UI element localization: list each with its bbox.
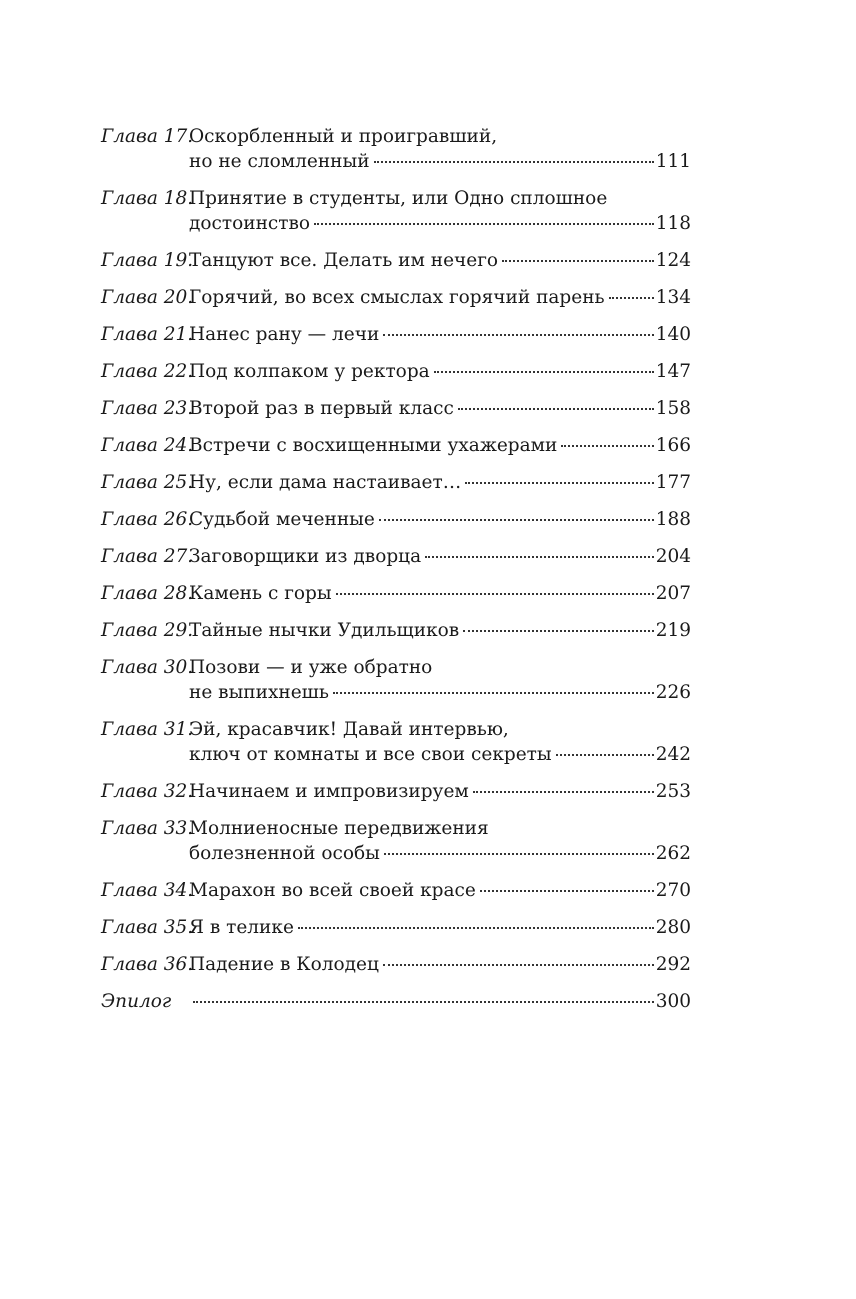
chapter-label: Глава 29. [101, 620, 194, 641]
chapter-title-last-line [189, 211, 691, 236]
chapter-label: Глава 28. [101, 583, 194, 604]
chapter-title-block [189, 396, 691, 421]
toc-entry[interactable] [101, 915, 691, 940]
dot-leader [556, 754, 654, 756]
chapter-label: Глава 35. [101, 917, 194, 938]
chapter-title-line: Под колпаком у ректора [189, 361, 430, 382]
page-number: 270 [655, 880, 691, 901]
chapter-title-block [189, 779, 691, 804]
chapter-label: Глава 19. [101, 250, 194, 271]
chapter-label: Глава 34. [101, 880, 194, 901]
toc-entry[interactable] [101, 878, 691, 903]
chapter-title-line: Нанес рану — лечи [189, 324, 380, 345]
toc-entry[interactable] [101, 124, 691, 174]
chapter-title-line: Падение в Колодец [189, 954, 379, 975]
chapter-title-line: Горячий, во всех смыслах горячий парень [189, 287, 605, 308]
chapter-label: Глава 20. [101, 287, 194, 308]
chapter-title-line: Позови — и уже обратно [189, 657, 433, 678]
chapter-title-last-line [189, 841, 691, 866]
dot-leader [314, 223, 654, 225]
dot-leader [480, 890, 654, 892]
dot-leader [463, 630, 653, 632]
toc-entry[interactable] [101, 952, 691, 977]
dot-leader [473, 791, 654, 793]
page-number: 147 [655, 361, 691, 382]
chapter-title-last-line [189, 779, 691, 804]
chapter-label: Глава 25. [101, 472, 194, 493]
chapter-title-line: Заговорщики из дворца [189, 546, 422, 567]
page-number: 177 [655, 472, 691, 493]
dot-leader [298, 927, 654, 929]
page-number: 280 [655, 917, 691, 938]
dot-leader [383, 334, 653, 336]
chapter-title-block [189, 322, 691, 347]
dot-leader [434, 371, 654, 373]
chapter-title-last-line [189, 507, 691, 532]
toc-entry[interactable] [101, 989, 691, 1014]
dot-leader [379, 519, 654, 521]
chapter-title-last-line [189, 470, 691, 495]
toc-entry[interactable] [101, 186, 691, 236]
chapter-title-last-line [189, 581, 691, 606]
page-number: 166 [655, 435, 691, 456]
chapter-title-block [189, 248, 691, 273]
chapter-title-last-line [189, 396, 691, 421]
dot-leader [336, 593, 654, 595]
toc-entry[interactable] [101, 544, 691, 569]
dot-leader [333, 692, 654, 694]
page-number: 204 [655, 546, 691, 567]
chapter-title-line: болезненной особы [189, 843, 380, 864]
page-number: 188 [655, 509, 691, 530]
page-number: 242 [655, 744, 691, 765]
toc-entry[interactable] [101, 618, 691, 643]
chapter-title-line: Эй, красавчик! Давай интервью, [189, 719, 509, 740]
chapter-title-last-line [189, 742, 691, 767]
chapter-title-line: Ну, если дама настаивает… [189, 472, 462, 493]
page-number: 253 [655, 781, 691, 802]
chapter-label: Глава 17. [101, 126, 194, 147]
chapter-title-line: Второй раз в первый класс [189, 398, 454, 419]
chapter-title-block [189, 655, 691, 705]
chapter-title-last-line [189, 952, 691, 977]
chapter-label: Глава 22. [101, 361, 194, 382]
chapter-title-block [189, 618, 691, 643]
chapter-title-block [189, 952, 691, 977]
table-of-contents [101, 124, 691, 1026]
chapter-title-block [189, 989, 691, 1014]
chapter-title-last-line [189, 989, 691, 1014]
chapter-title-line: Камень с горы [189, 583, 332, 604]
chapter-title-last-line [189, 149, 691, 174]
page-number: 292 [655, 954, 691, 975]
chapter-title-line: ключ от комнаты и все свои секреты [189, 744, 552, 765]
page-number: 140 [655, 324, 691, 345]
dot-leader [374, 161, 654, 163]
chapter-label: Глава 32. [101, 781, 194, 802]
chapter-title-line: Встречи с восхищенными ухажерами [189, 435, 558, 456]
dot-leader [425, 556, 654, 558]
chapter-title-line: Начинаем и импровизируем [189, 781, 469, 802]
chapter-label: Эпилог [101, 991, 172, 1012]
chapter-title-block [189, 915, 691, 940]
chapter-title-block [189, 878, 691, 903]
chapter-title-last-line [189, 680, 691, 705]
chapter-title-block [189, 581, 691, 606]
toc-entry[interactable] [101, 581, 691, 606]
page-number: 124 [655, 250, 691, 271]
toc-entry[interactable] [101, 359, 691, 384]
chapter-label: Глава 36. [101, 954, 194, 975]
chapter-title-line: Я в телике [189, 917, 294, 938]
chapter-label: Глава 27. [101, 546, 194, 567]
toc-entry[interactable] [101, 717, 691, 767]
toc-entry[interactable] [101, 248, 691, 273]
page-number: 219 [655, 620, 691, 641]
dot-leader [609, 297, 654, 299]
chapter-title-last-line [189, 359, 691, 384]
toc-entry[interactable] [101, 322, 691, 347]
chapter-title-block [189, 470, 691, 495]
dot-leader [561, 445, 653, 447]
chapter-label: Глава 33. [101, 818, 194, 839]
chapter-title-block [189, 507, 691, 532]
chapter-title-line: но не сломленный [189, 151, 370, 172]
chapter-title-block [189, 124, 691, 174]
chapter-title-line: Молниеносные передвижения [189, 818, 489, 839]
chapter-title-block [189, 544, 691, 569]
toc-entry[interactable] [101, 816, 691, 866]
toc-entry[interactable] [101, 779, 691, 804]
chapter-title-last-line [189, 618, 691, 643]
page-number: 134 [655, 287, 691, 308]
page-number: 158 [655, 398, 691, 419]
chapter-title-line: Судьбой меченные [189, 509, 375, 530]
chapter-label: Глава 21. [101, 324, 194, 345]
chapter-label: Глава 23. [101, 398, 194, 419]
chapter-title-block [189, 816, 691, 866]
toc-entry[interactable] [101, 285, 691, 310]
chapter-title-last-line [189, 878, 691, 903]
chapter-title-line: Марахон во всей своей красе [189, 880, 476, 901]
chapter-title-line: Оскорбленный и проигравший, [189, 126, 498, 147]
chapter-label: Глава 24. [101, 435, 194, 456]
toc-entry[interactable] [101, 396, 691, 421]
toc-entry[interactable] [101, 470, 691, 495]
dot-leader [384, 853, 654, 855]
chapter-title-line: не выпихнешь [189, 682, 329, 703]
page-number: 111 [655, 151, 691, 172]
chapter-title-block [189, 359, 691, 384]
dot-leader [465, 482, 653, 484]
page-number: 262 [655, 843, 691, 864]
chapter-title-last-line [189, 322, 691, 347]
chapter-title-line: достоинство [189, 213, 311, 234]
chapter-title-last-line [189, 544, 691, 569]
chapter-title-block [189, 433, 691, 458]
dot-leader [193, 1001, 654, 1003]
chapter-title-line: Танцуют все. Делать им нечего [189, 250, 499, 271]
chapter-title-last-line [189, 433, 691, 458]
dot-leader [502, 260, 654, 262]
page-number: 226 [655, 682, 691, 703]
toc-entry[interactable] [101, 655, 691, 705]
chapter-label: Глава 18. [101, 188, 194, 209]
toc-entry[interactable] [101, 507, 691, 532]
chapter-title-block [189, 186, 691, 236]
toc-entry[interactable] [101, 433, 691, 458]
chapter-label: Глава 31. [101, 719, 194, 740]
chapter-label: Глава 26. [101, 509, 194, 530]
page-number: 118 [655, 213, 691, 234]
chapter-title-block [189, 285, 691, 310]
chapter-title-block [189, 717, 691, 767]
dot-leader [458, 408, 654, 410]
chapter-title-last-line [189, 285, 691, 310]
page-number: 300 [655, 991, 691, 1012]
chapter-label: Глава 30. [101, 657, 194, 678]
chapter-title-line: Тайные нычки Удильщиков [189, 620, 460, 641]
chapter-title-last-line [189, 248, 691, 273]
page-number: 207 [655, 583, 691, 604]
dot-leader [383, 964, 654, 966]
chapter-title-last-line [189, 915, 691, 940]
chapter-title-line: Принятие в студенты, или Одно сплошное [189, 188, 608, 209]
